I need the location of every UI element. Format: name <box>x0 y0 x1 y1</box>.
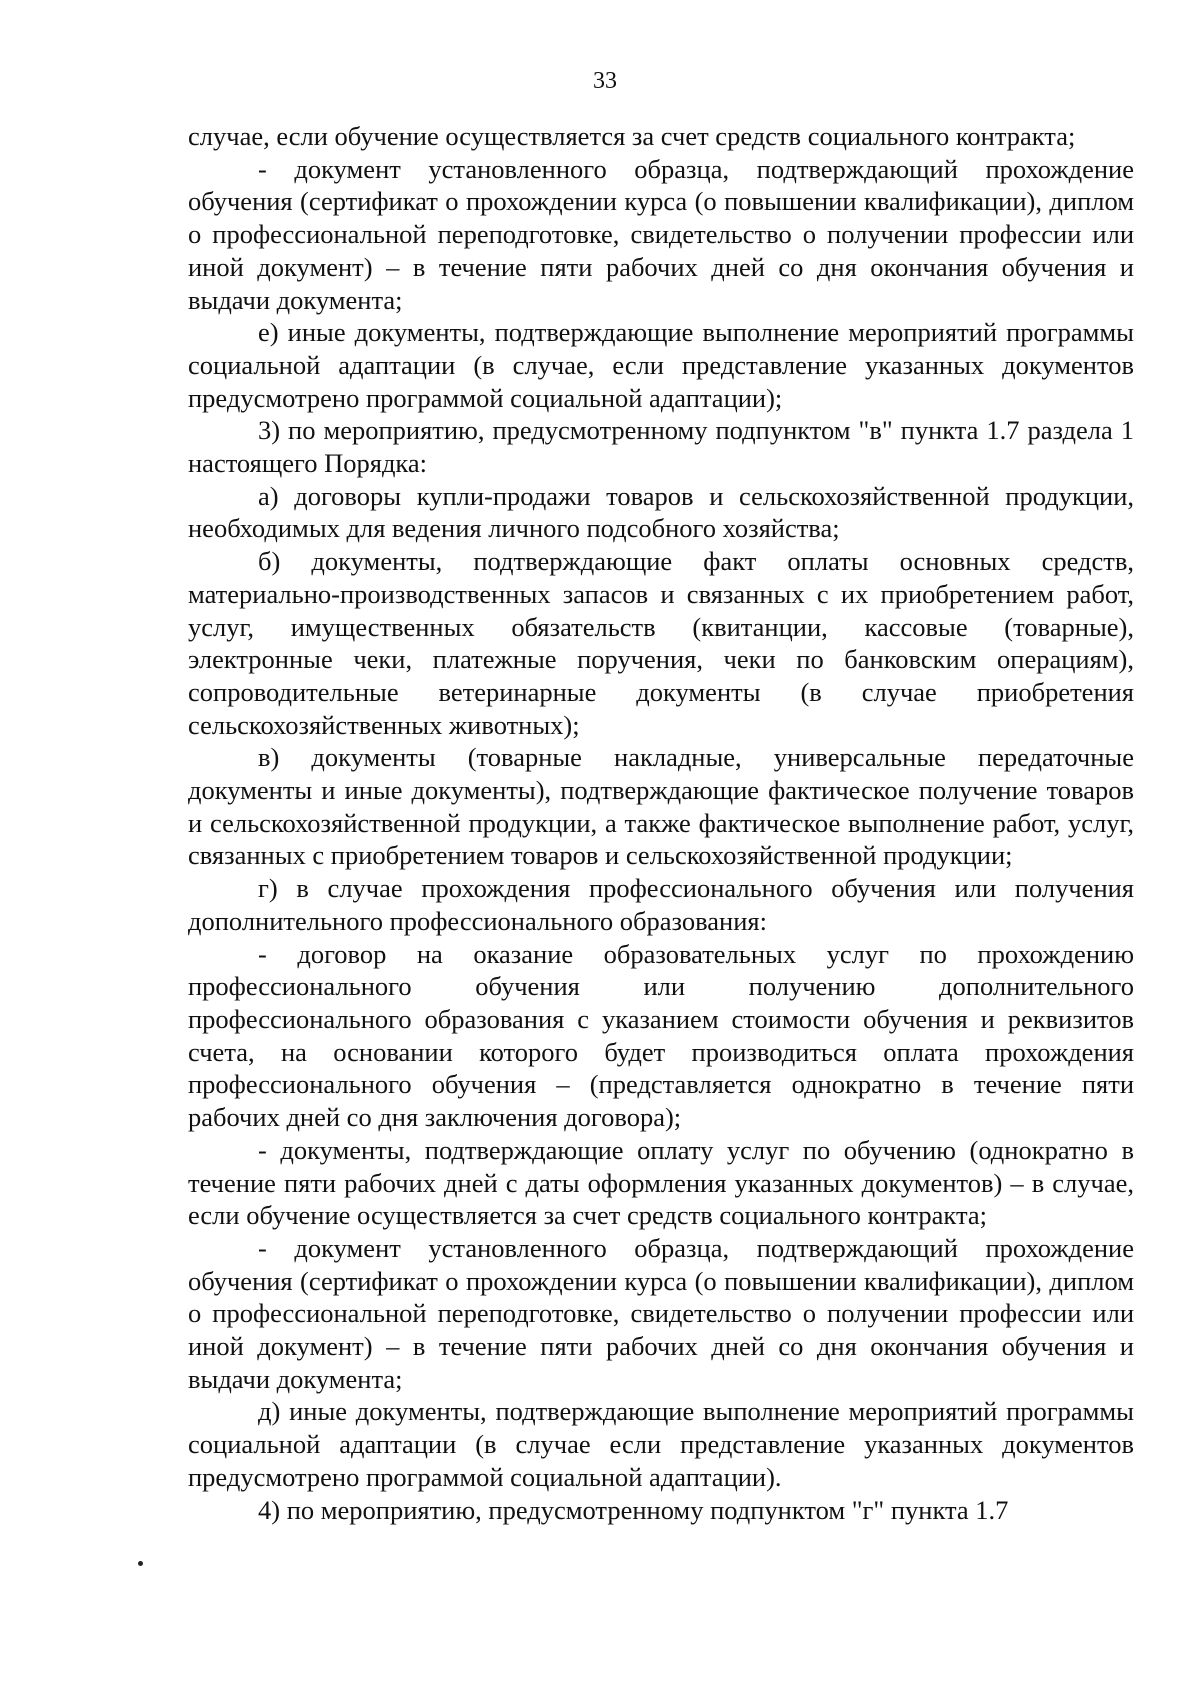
paragraph: - документ установленного образца, подтверждающий прохождение обучения (сертификат о прохождении курса (о повышении квалификации), диплом о профессиональной переподготовке, свидетельство о получении профессии или иной документ) – в течение пяти рабочих дней со дня окончания обучения и выдачи документа; <box>188 1232 1134 1394</box>
paragraph: е) иные документы, подтверждающие выполнение мероприятий программы социальной адаптации (в случае, если представление указанных документов предусмотрено программой социальной адаптации); <box>188 317 1134 413</box>
paragraph: 3) по мероприятию, предусмотренному подпунктом "в" пункта 1.7 раздела 1 настоящего Порядка: <box>188 415 1134 479</box>
paragraph: - документ установленного образца, подтверждающий прохождение обучения (сертификат о прохождении курса (о повышении квалификации), диплом о профессиональной переподготовке, свидетельство о получении профессии или иной документ) – в течение пяти рабочих дней со дня окончания обучения и выдачи документа; <box>188 153 1134 315</box>
paragraph: б) документы, подтверждающие факт оплаты основных средств, материально-производственных запасов и связанных с их приобретением работ, услуг, имущественных обязательств (квитанции, кассовые (товарные), электронные чеки, платежные поручения, чеки по банковским операциям), сопроводительные ветеринарные документы (в случае приобретения сельскохозяйственных животных); <box>188 546 1134 740</box>
page-number: 33 <box>593 68 617 94</box>
paragraph: - договор на оказание образовательных услуг по прохождению профессионального обучения или получению дополнительного профессионального образования с указанием стоимости обучения и реквизитов счета, на основании которого будет производиться оплата прохождения профессионального обучения – (представляется однократно в течение пяти рабочих дней со дня заключения договора); <box>188 938 1134 1133</box>
paragraph: г) в случае прохождения профессионального обучения или получения дополнительного профессионального образования: <box>188 873 1134 936</box>
paragraph: - документы, подтверждающие оплату услуг по обучению (однократно в течение пяти рабочих дней с даты оформления указанных документов) – в случае, если обучение осуществляется за счет средств социального контракта; <box>188 1134 1134 1231</box>
paragraph: а) договоры купли-продажи товаров и сельскохозяйственной продукции, необходимых для ведения личного подсобного хозяйства; <box>188 480 1134 544</box>
scan-dot <box>138 1561 143 1566</box>
document-body <box>188 120 1134 1526</box>
paragraph: в) документы (товарные накладные, универсальные передаточные документы и иные документы), подтверждающие фактическое получение товаров и сельскохозяйственной продукции, а также фактическое выполнение работ, услуг, связанных с приобретением товаров и сельскохозяйственной продукции; <box>188 742 1134 871</box>
paragraph: 4) по мероприятию, предусмотренному подпунктом "г" пункта 1.7 <box>258 1494 1009 1525</box>
paragraph: д) иные документы, подтверждающие выполнение мероприятий программы социальной адаптации (в случае если представление указанных документов предусмотрено программой социальной адаптации). <box>188 1396 1134 1492</box>
paragraph: случае, если обучение осуществляется за счет средств социального контракта; <box>188 121 1076 151</box>
